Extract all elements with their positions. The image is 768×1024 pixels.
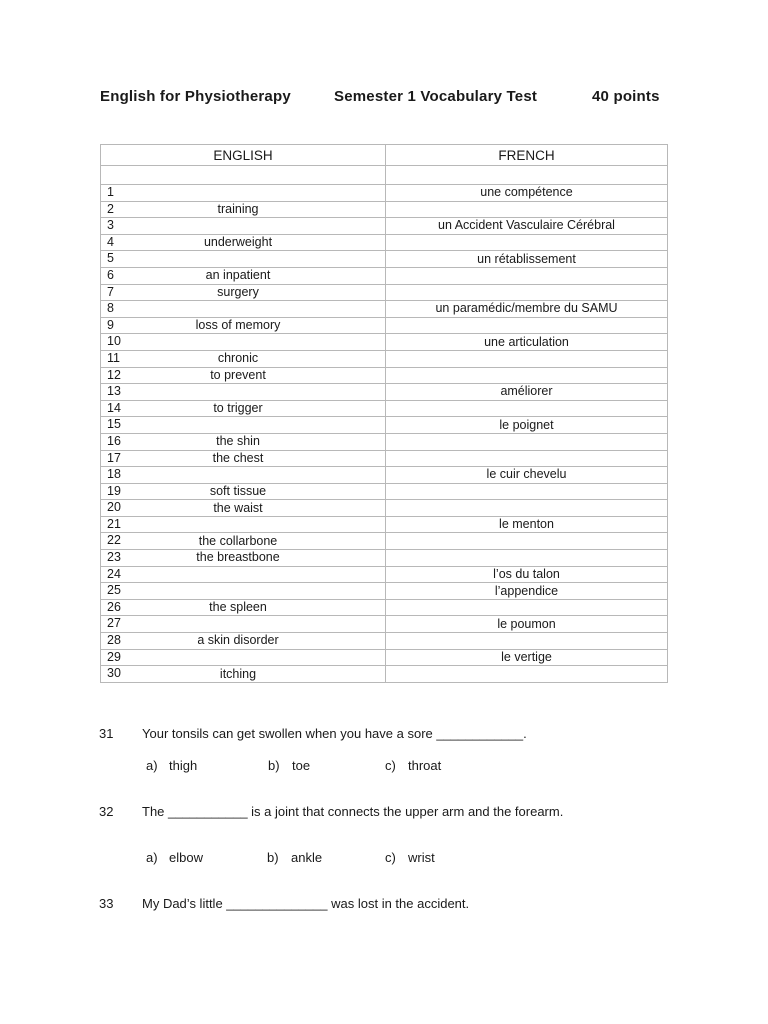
row-number: 15 — [107, 417, 121, 432]
french-cell[interactable] — [386, 483, 668, 500]
table-row — [101, 384, 668, 401]
english-cell[interactable] — [101, 649, 386, 666]
french-cell[interactable] — [386, 666, 668, 683]
table-row — [101, 201, 668, 218]
english-cell[interactable] — [101, 616, 386, 633]
english-cell[interactable] — [101, 334, 386, 351]
table-row — [101, 599, 668, 616]
english-word: training — [217, 201, 259, 216]
english-cell[interactable] — [101, 267, 386, 284]
french-cell[interactable]: le poignet — [386, 417, 668, 434]
french-cell[interactable]: un paramédic/membre du SAMU — [386, 301, 668, 318]
option-letter: a) — [146, 758, 158, 773]
english-word: loss of memory — [195, 318, 281, 333]
table-row — [101, 500, 668, 517]
question-number: 33 — [99, 896, 114, 911]
table-row — [101, 649, 668, 666]
french-cell[interactable] — [386, 450, 668, 467]
french-cell[interactable] — [386, 350, 668, 367]
table-row — [101, 616, 668, 633]
english-cell[interactable] — [101, 234, 386, 251]
row-number: 7 — [107, 284, 114, 299]
column-header-french: FRENCH — [386, 145, 668, 166]
table-row — [101, 185, 668, 202]
english-cell[interactable] — [101, 566, 386, 583]
english-cell[interactable] — [101, 201, 386, 218]
row-number: 27 — [107, 616, 121, 631]
row-number: 13 — [107, 384, 121, 399]
option-text[interactable]: throat — [408, 758, 442, 773]
question-number: 31 — [99, 726, 114, 741]
english-cell[interactable] — [101, 467, 386, 484]
french-cell[interactable] — [386, 201, 668, 218]
table-row — [101, 400, 668, 417]
row-number: 5 — [107, 251, 114, 266]
french-cell[interactable] — [386, 367, 668, 384]
english-cell[interactable] — [101, 367, 386, 384]
row-number: 17 — [107, 450, 121, 465]
question-text: The ___________ is a joint that connects the upper arm and the forearm. — [142, 804, 564, 819]
blank-row — [101, 166, 668, 185]
french-cell[interactable] — [386, 599, 668, 616]
row-number: 4 — [107, 234, 114, 249]
english-cell[interactable] — [101, 599, 386, 616]
row-number: 6 — [107, 267, 114, 282]
row-number: 10 — [107, 334, 121, 349]
english-cell[interactable] — [101, 417, 386, 434]
test-title: Semester 1 Vocabulary Test — [334, 88, 538, 105]
table-row — [101, 550, 668, 567]
row-number: 22 — [107, 533, 121, 548]
french-cell[interactable] — [386, 400, 668, 417]
table-row — [101, 417, 668, 434]
english-word: the shin — [216, 434, 260, 449]
french-cell[interactable] — [386, 267, 668, 284]
english-word: an inpatient — [205, 268, 271, 283]
option-text[interactable]: wrist — [408, 850, 435, 865]
row-number: 3 — [107, 218, 114, 233]
table-header-row — [101, 145, 668, 166]
table-row — [101, 234, 668, 251]
french-cell[interactable] — [386, 533, 668, 550]
table-row — [101, 533, 668, 550]
english-word: the breastbone — [196, 550, 280, 565]
english-cell[interactable] — [101, 666, 386, 683]
table-row — [101, 633, 668, 650]
test-header — [0, 88, 768, 108]
english-word: soft tissue — [209, 483, 267, 498]
english-cell[interactable] — [101, 633, 386, 650]
french-cell[interactable]: un Accident Vasculaire Cérébral — [386, 218, 668, 235]
row-number: 11 — [107, 350, 120, 365]
english-word: to trigger — [213, 401, 263, 416]
option-letter: b) — [268, 758, 280, 773]
english-word: itching — [219, 666, 257, 681]
blank-cell — [386, 166, 668, 185]
option-letter: a) — [146, 850, 158, 865]
row-number: 30 — [107, 666, 121, 681]
table-row — [101, 251, 668, 268]
table-row — [101, 218, 668, 235]
english-cell[interactable] — [101, 284, 386, 301]
row-number: 9 — [107, 317, 114, 332]
french-cell[interactable]: une articulation — [386, 334, 668, 351]
english-cell[interactable] — [101, 251, 386, 268]
english-cell[interactable] — [101, 533, 386, 550]
blank-cell — [101, 166, 386, 185]
english-cell[interactable] — [101, 384, 386, 401]
english-cell[interactable] — [101, 301, 386, 318]
french-cell[interactable]: un rétablissement — [386, 251, 668, 268]
row-number: 2 — [107, 201, 114, 216]
table-row — [101, 483, 668, 500]
french-cell[interactable]: une compétence — [386, 185, 668, 202]
table-row — [101, 301, 668, 318]
english-cell[interactable] — [101, 450, 386, 467]
option-text[interactable]: toe — [292, 758, 311, 773]
english-cell[interactable] — [101, 400, 386, 417]
row-number: 16 — [107, 433, 121, 448]
row-number: 12 — [107, 367, 121, 382]
english-cell[interactable] — [101, 483, 386, 500]
column-header-english: ENGLISH — [101, 145, 386, 166]
table-row — [101, 516, 668, 533]
english-word: the waist — [213, 500, 263, 515]
french-cell[interactable] — [386, 317, 668, 334]
row-number: 26 — [107, 599, 121, 614]
points-total: 40 points — [592, 88, 660, 105]
french-cell[interactable]: le vertige — [386, 649, 668, 666]
english-word: to prevent — [210, 367, 266, 382]
french-cell[interactable]: le poumon — [386, 616, 668, 633]
english-cell[interactable] — [101, 433, 386, 450]
french-cell[interactable] — [386, 550, 668, 567]
option-text[interactable]: ankle — [291, 850, 323, 865]
table-row — [101, 350, 668, 367]
question-text: Your tonsils can get swollen when you have a sore ____________. — [142, 726, 527, 741]
table-row — [101, 267, 668, 284]
table-row — [101, 334, 668, 351]
course-title: English for Physiotherapy — [100, 88, 291, 105]
english-word: underweight — [203, 235, 273, 250]
row-number: 23 — [107, 550, 121, 565]
option-text[interactable]: elbow — [169, 850, 203, 865]
french-cell[interactable] — [386, 234, 668, 251]
row-number: 21 — [107, 516, 121, 531]
row-number: 25 — [107, 583, 121, 598]
english-word: the spleen — [209, 600, 267, 615]
french-cell[interactable]: le menton — [386, 516, 668, 533]
row-number: 18 — [107, 467, 121, 482]
table-row — [101, 583, 668, 600]
french-cell[interactable] — [386, 284, 668, 301]
table-row — [101, 666, 668, 683]
row-number: 29 — [107, 649, 121, 664]
row-number: 14 — [107, 400, 121, 415]
row-number: 19 — [107, 483, 121, 498]
english-cell[interactable] — [101, 516, 386, 533]
english-cell[interactable] — [101, 350, 386, 367]
option-letter: c) — [385, 758, 396, 773]
english-word: surgery — [217, 284, 259, 299]
table-row — [101, 433, 668, 450]
english-cell[interactable] — [101, 185, 386, 202]
english-cell[interactable] — [101, 583, 386, 600]
english-word: a skin disorder — [197, 633, 279, 648]
row-number: 28 — [107, 633, 121, 648]
english-cell[interactable] — [101, 317, 386, 334]
english-cell[interactable] — [101, 550, 386, 567]
table-row — [101, 467, 668, 484]
table-row — [101, 317, 668, 334]
question-number: 32 — [99, 804, 114, 819]
option-letter: c) — [385, 850, 396, 865]
row-number: 24 — [107, 566, 121, 581]
row-number: 1 — [107, 185, 114, 199]
question-text: My Dad’s little ______________ was lost in the accident. — [142, 896, 470, 911]
english-word: the collarbone — [198, 533, 278, 548]
table-row — [101, 284, 668, 301]
french-cell[interactable] — [386, 433, 668, 450]
french-cell[interactable]: améliorer — [386, 384, 668, 401]
row-number: 20 — [107, 500, 121, 515]
option-text[interactable]: thigh — [169, 758, 198, 773]
table-row — [101, 450, 668, 467]
english-word: chronic — [217, 351, 259, 366]
english-word: the chest — [212, 450, 264, 465]
english-cell[interactable] — [101, 500, 386, 517]
table-row — [101, 367, 668, 384]
french-cell[interactable]: le cuir chevelu — [386, 467, 668, 484]
row-number: 8 — [107, 301, 114, 316]
option-letter: b) — [267, 850, 279, 865]
vocabulary-table — [100, 144, 668, 683]
french-cell[interactable]: l’os du talon — [386, 566, 668, 583]
table-row — [101, 566, 668, 583]
french-cell[interactable]: l’appendice — [386, 583, 668, 600]
french-cell[interactable] — [386, 633, 668, 650]
french-cell[interactable] — [386, 500, 668, 517]
english-cell[interactable] — [101, 218, 386, 235]
